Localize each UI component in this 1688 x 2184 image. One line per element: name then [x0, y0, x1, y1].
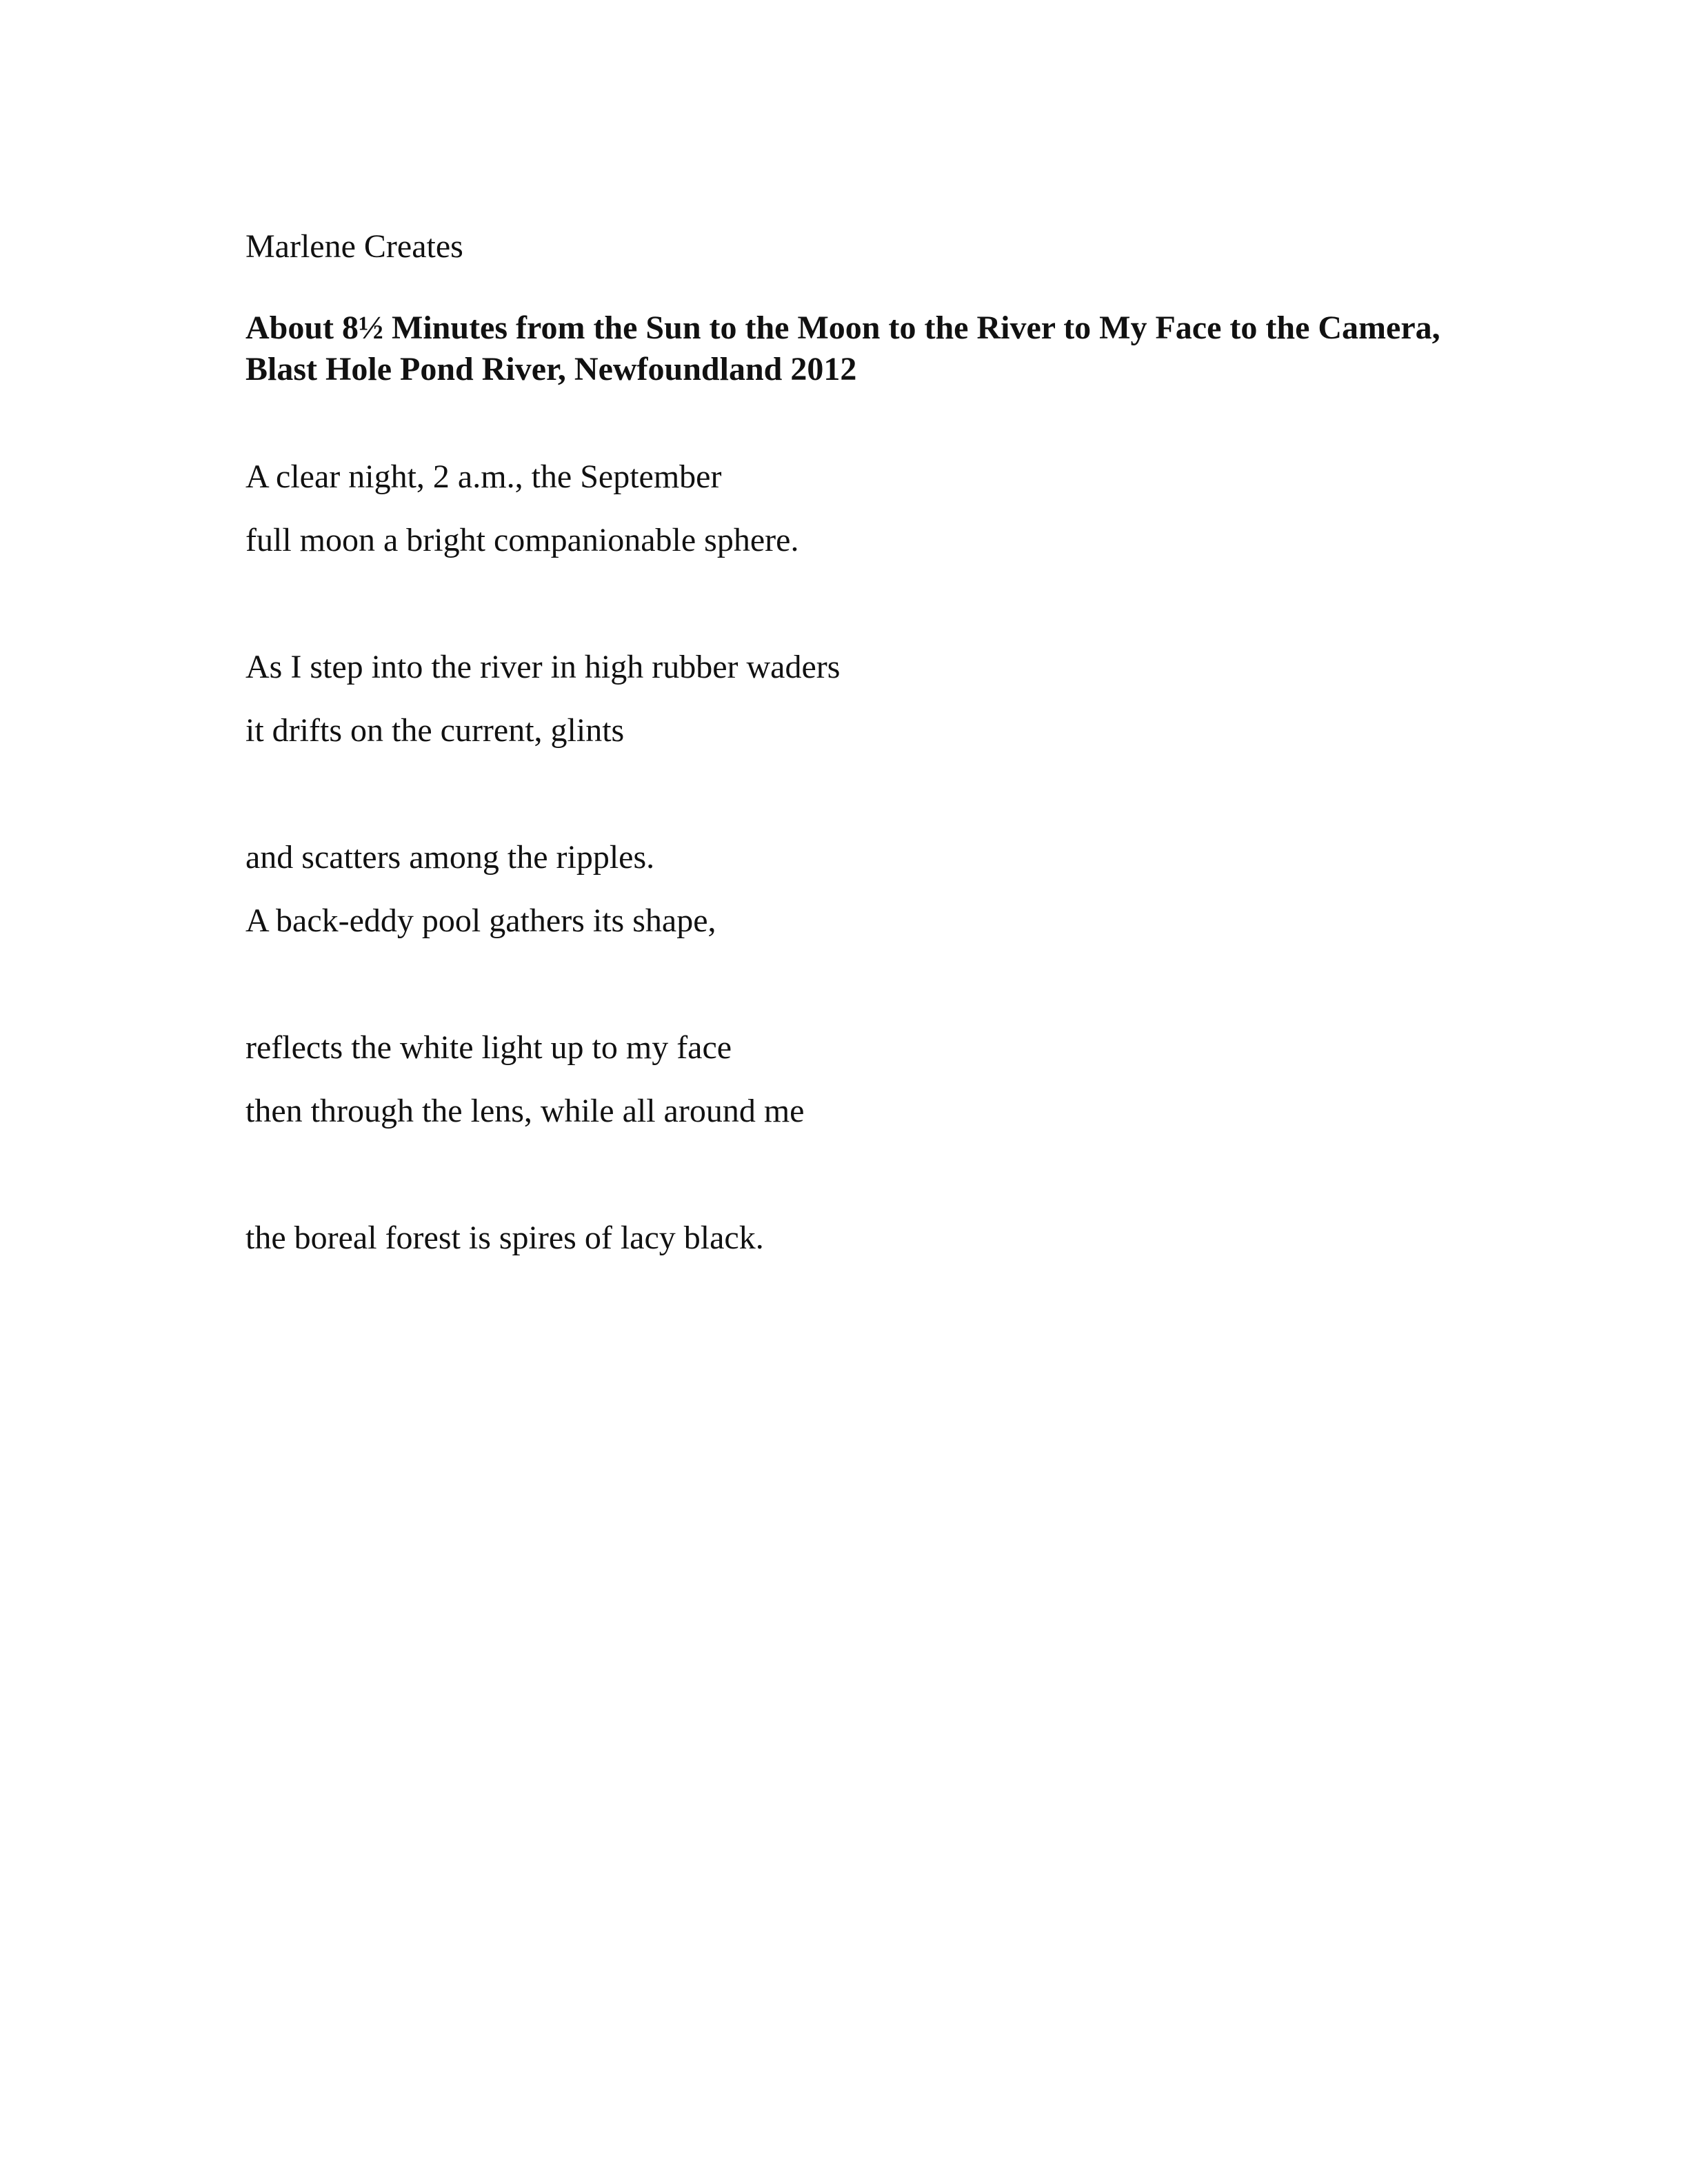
- author-name: Marlene Creates: [245, 228, 463, 265]
- poem-title-line-1: About 8½ Minutes from the Sun to the Moon to the River to My Face to the Camera,: [245, 310, 1440, 346]
- poem-title: [245, 307, 1556, 390]
- poem-line: A back-eddy pool gathers its shape,: [245, 902, 716, 939]
- poem-line: and scatters among the ripples.: [245, 839, 655, 876]
- poem-line: it drifts on the current, glints: [245, 712, 625, 749]
- poem-line: As I step into the river in high rubber waders: [245, 649, 841, 685]
- poem-title-line-2: Blast Hole Pond River, Newfoundland 2012: [245, 351, 857, 387]
- poem-line: full moon a bright companionable sphere.: [245, 522, 799, 558]
- poem-line: A clear night, 2 a.m., the September: [245, 458, 722, 495]
- poem-line: reflects the white light up to my face: [245, 1029, 732, 1066]
- poem-line: then through the lens, while all around me: [245, 1093, 805, 1129]
- poem-line: the boreal forest is spires of lacy black.: [245, 1220, 764, 1256]
